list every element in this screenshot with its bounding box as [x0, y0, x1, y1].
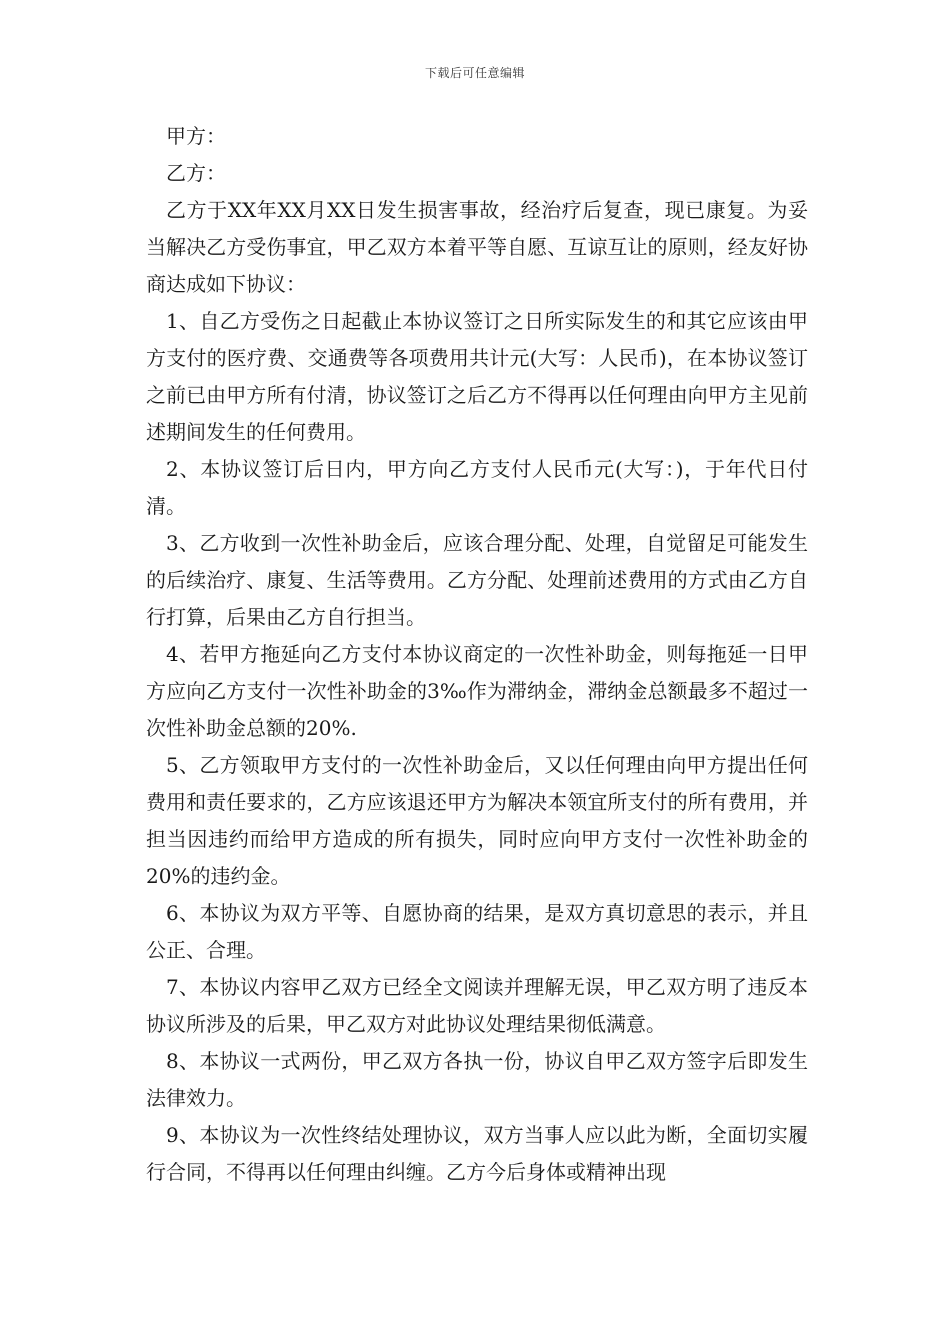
clause-6: 6、本协议为双方平等、自愿协商的结果，是双方真切意思的表示，并且公正、合理。 — [146, 901, 808, 962]
clause-9: 9、本协议为一次性终结处理协议，双方当事人应以此为断，全面切实履行合同，不得再以任何理由纠缠。乙方今后身体或精神出现 — [146, 1123, 808, 1184]
clause-8: 8、本协议一式两份，甲乙双方各执一份，协议自甲乙双方签字后即发生法律效力。 — [146, 1049, 808, 1110]
clause-1: 1、自乙方受伤之日起截止本协议签订之日所实际发生的和其它应该由甲方支付的医疗费、交通费等各项费用共计元(大写：人民币)，在本协议签订之前已由甲方所有付清，协议签订之后乙方不得再以任何理由向甲方主见前述期间发生的任何费用。 — [146, 309, 808, 444]
clause-7: 7、本协议内容甲乙双方已经全文阅读并理解无误，甲乙双方明了违反本协议所涉及的后果，甲乙双方对此协议处理结果彻低满意。 — [146, 975, 808, 1036]
clause-5: 5、乙方领取甲方支付的一次性补助金后，又以任何理由向甲方提出任何费用和责任要求的，乙方应该退还甲方为解决本领宜所支付的所有费用，并担当因违约而给甲方造成的所有损失，同时应向甲方支付一次性补助金的20%的违约金。 — [146, 753, 808, 888]
party-a-label: 甲方： — [166, 124, 226, 148]
header-note: 下载后可任意编辑 — [424, 66, 525, 80]
intro-paragraph: 乙方于XX年XX月XX日发生损害事故，经治疗后复查，现已康复。为妥当解决乙方受伤事宜，甲乙双方本着平等自愿、互谅互让的原则，经友好协商达成如下协议： — [146, 198, 808, 296]
clause-2: 2、本协议签订后日内，甲方向乙方支付人民币元(大写：)，于年代日付清。 — [146, 457, 808, 518]
party-b-label: 乙方： — [166, 161, 226, 185]
clause-4: 4、若甲方拖延向乙方支付本协议商定的一次性补助金，则每拖延一日甲方应向乙方支付一次性补助金的3‰作为滞纳金，滞纳金总额最多不超过一次性补助金总额的20%. — [146, 642, 808, 740]
agreement-body — [146, 118, 808, 1191]
clause-3: 3、乙方收到一次性补助金后，应该合理分配、处理，自觉留足可能发生的后续治疗、康复、生活等费用。乙方分配、处理前述费用的方式由乙方自行打算，后果由乙方自行担当。 — [146, 531, 808, 629]
